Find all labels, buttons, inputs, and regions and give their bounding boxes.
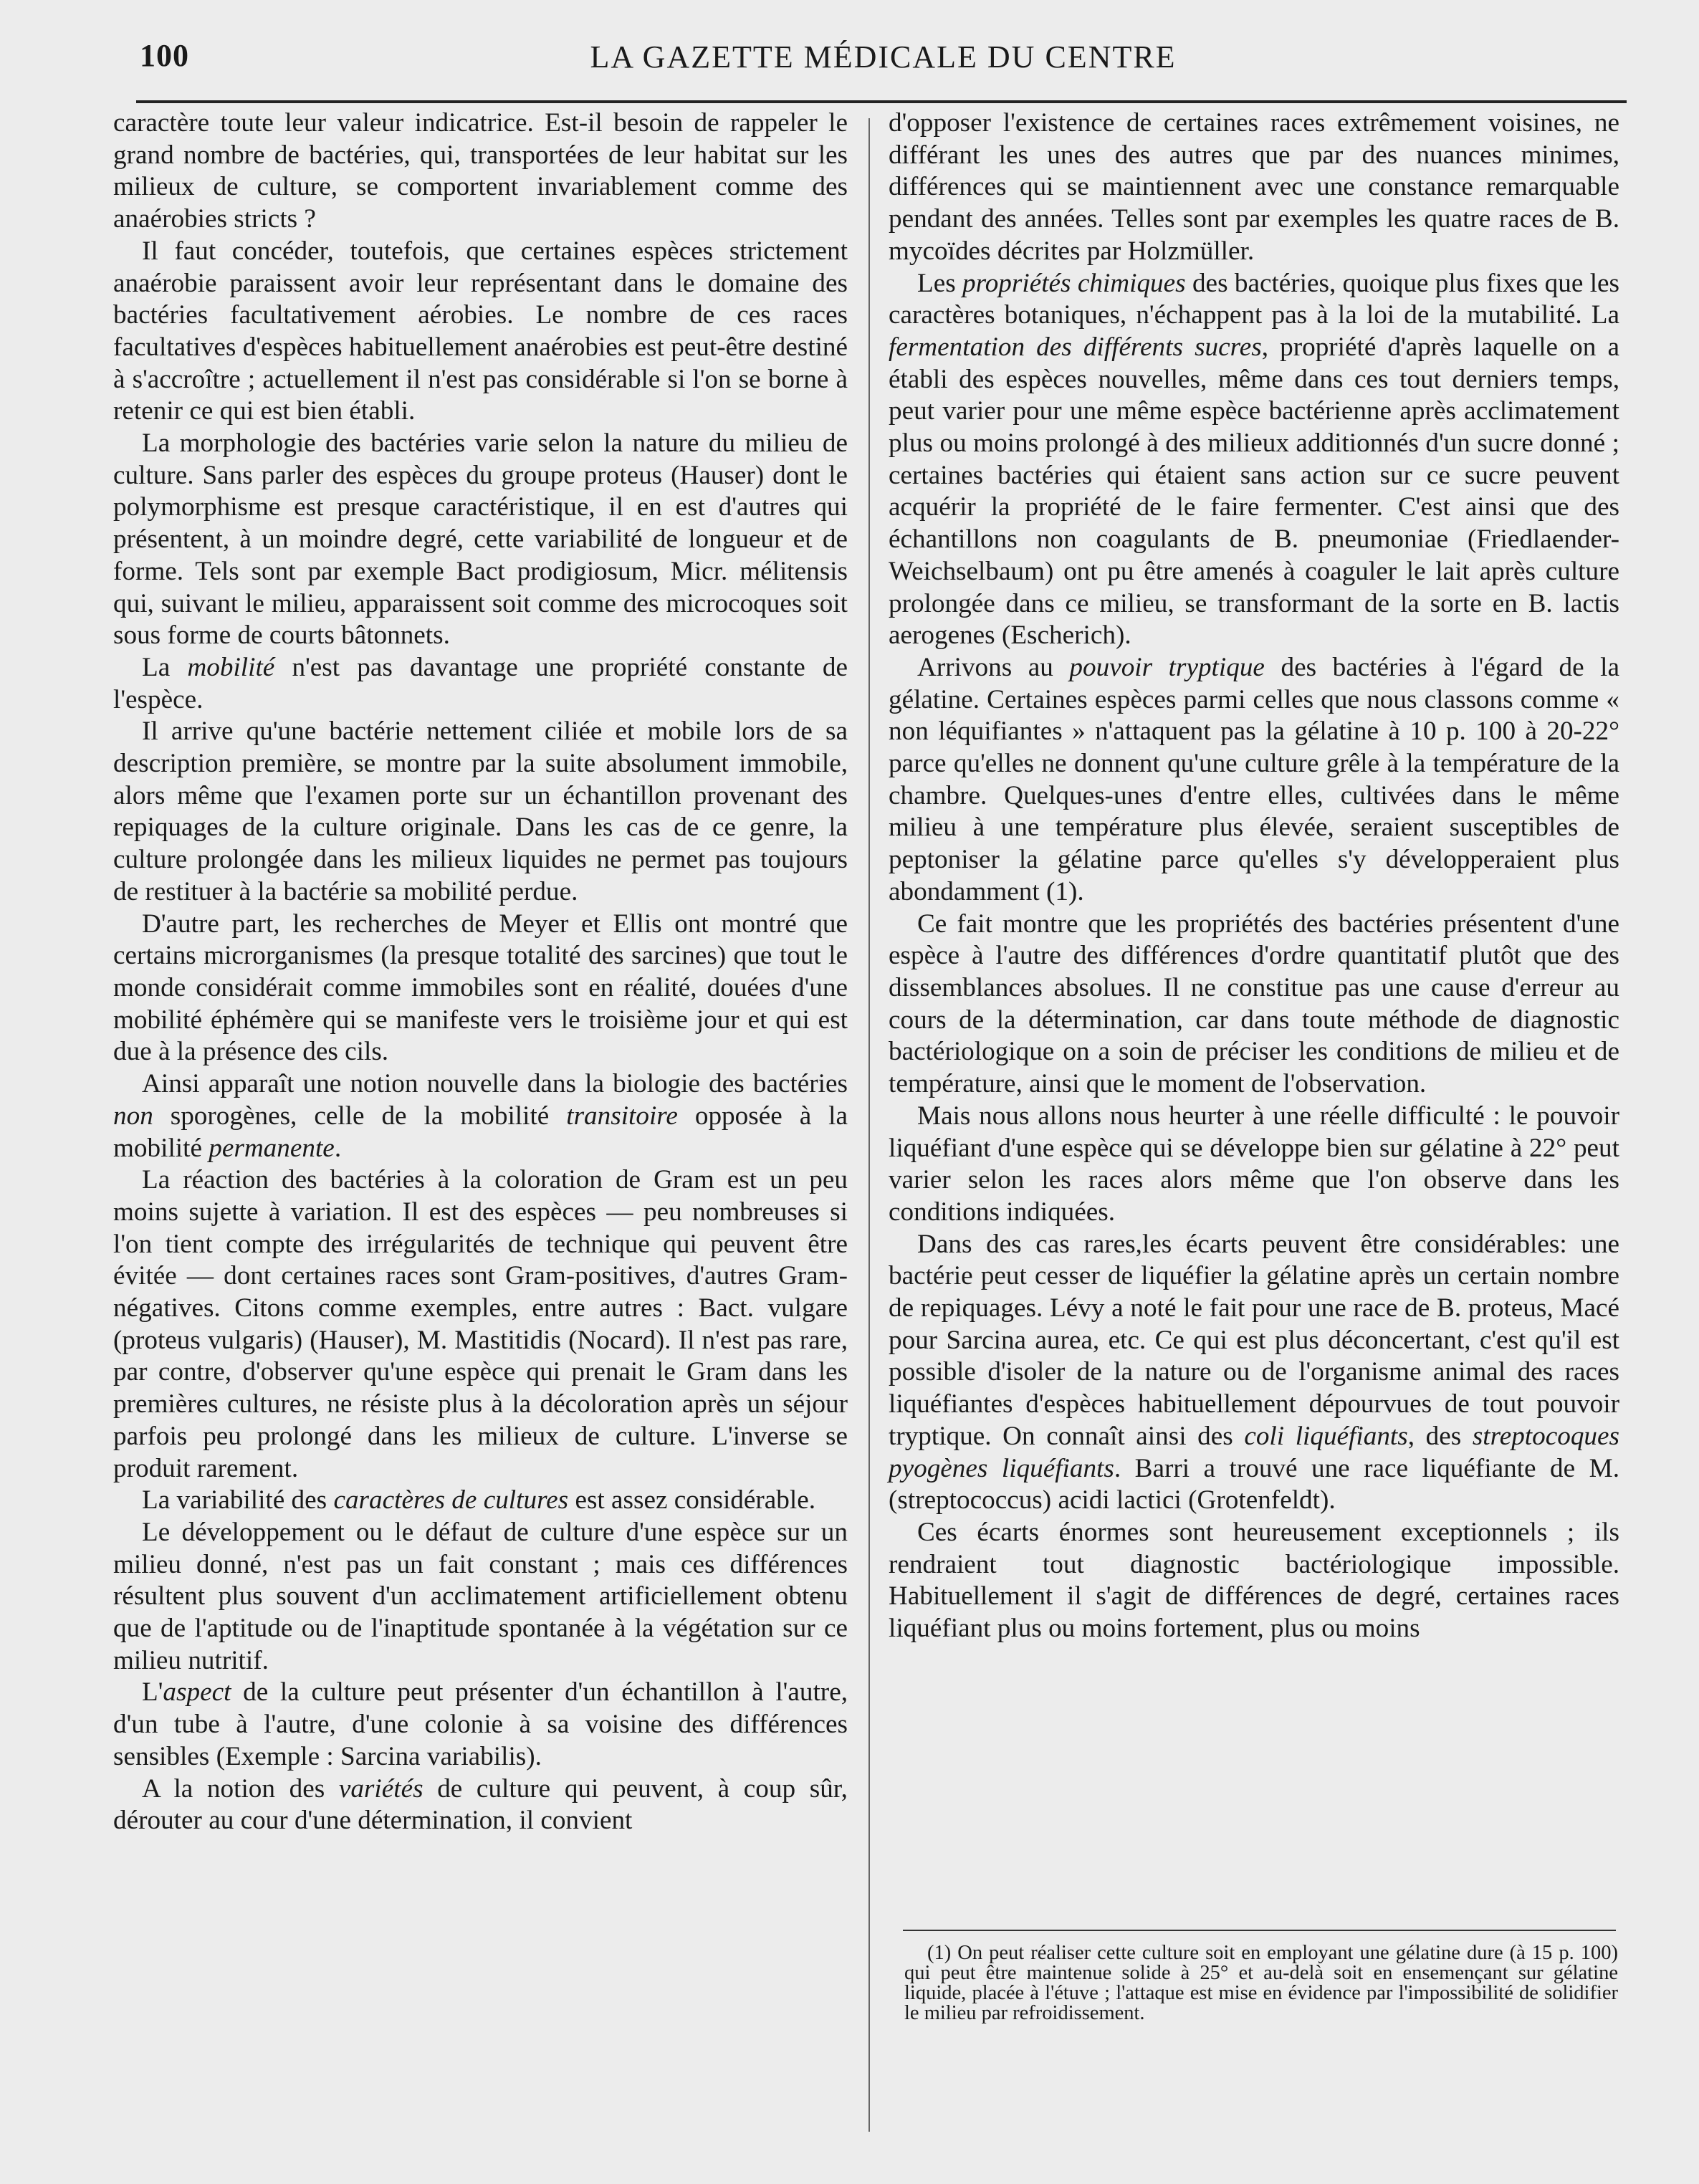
paragraph: Les propriétés chimiques des bactéries, quoique plus fixes que les caractères botaniques, n'échappent pas à la loi de la mutabilité. La fermentation des différents sucres, propriété d'après laquelle on a établi des espèces nouvelles, même dans ces tout derniers temps, peut varier pour une même espèce bactérienne après acclimatement plus ou moins prolongé à des milieux additionnés d'un sucre donné ; certaines bactéries qui étaient sans action sur ce sucre peuvent acquérir la propriété de le faire fermenter. C'est ainsi que des échantillons non coagulants de B. pneumoniae (Friedlaender-Weichselbaum) ont pu être amenés à coaguler le lait après culture prolongée dans ce milieu, se transformant de la sorte en B. lactis aerogenes (Escherich). — [889, 268, 1620, 651]
paragraph: Arrivons au pouvoir tryptique des bactéries à l'égard de la gélatine. Certaines espèces parmi celles que nous classons comme « non léquifiantes » n'attaquent pas la gélatine à 10 p. 100 à 20-22° parce qu'elles ne donnent qu'une culture grêle à la température de la chambre. Quelques-unes d'entre elles, cultivées dans le même milieu à une température plus élevée, seraient susceptibles de peptoniser la gélatine parce qu'elles s'y développeraient plus abondamment (1). — [889, 652, 1619, 906]
right-column — [889, 107, 1619, 1645]
paragraph: Il arrive qu'une bactérie nettement ciliée et mobile lors de sa description première, se montre par la suite absolument immobile, alors même que l'examen porte sur un échantillon provenant des repiquages de la culture originale. Dans les cas de ce genre, la culture prolongée dans les milieux liquides ne permet pas toujours de restituer à la bactérie sa mobilité perdue. — [113, 717, 848, 906]
page-header — [140, 34, 1627, 85]
header-rule — [136, 100, 1627, 103]
paragraph: Le développement ou le défaut de culture d'une espèce sur un milieu donné, n'est pas un fait constant ; mais ces différences résultent plus souvent d'un acclimatement artificiellement obtenu que de l'aptitude ou de l'inaptitude spontanée à la végétation sur ce milieu nutritif. — [113, 1517, 848, 1675]
paragraph: La variabilité des caractères de cultures est assez considérable. — [142, 1485, 816, 1515]
footnote-text: (1) On peut réaliser cette culture soit en employant une gélatine dure (à 15 p. 100) qui peut être maintenue solide à 25° et au-delà soit en ensemençant sur gélatine liquide, placée à l'étuve ; l'attaque est mise en évidence par l'impossibilité de solidifier le milieu par refroidissement. — [904, 1942, 1618, 2024]
page-number: 100 — [140, 38, 189, 73]
paragraph: L'aspect de la culture peut présenter d'un échantillon à l'autre, d'un tube à l'autre, d'une colonie à sa voisine des différences sensibles (Exemple : Sarcina variabilis). — [113, 1677, 848, 1771]
paragraph: La réaction des bactéries à la coloration de Gram est un peu moins sujette à variation. Il est des espèces — peu nombreuses si l'on tient compte des irrégularités de technique qui peuvent être évitée — dont certaines races sont Gram-positives, d'autres Gram-négatives. Citons comme exemples, entre autres : Bact. vulgare (proteus vulgaris) (Hauser), M. Mastitidis (Nocard). Il n'est pas rare, par contre, d'observer qu'une espèce qui prenait le Gram dans les premières cultures, ne résiste plus à la décoloration après un séjour parfois peu prolongé dans les milieux de culture. L'inverse se produit rarement. — [113, 1165, 848, 1483]
paragraph: Ainsi apparaît une notion nouvelle dans la biologie des bactéries non sporogènes, celle de la mobilité transitoire opposée à la mobilité permanente. — [113, 1069, 848, 1163]
footnote-rule — [903, 1930, 1616, 1931]
paragraph: La morphologie des bactéries varie selon la nature du milieu de culture. Sans parler des espèces du groupe proteus (Hauser) dont le polymorphisme est presque caractéristique, il en est d'autres qui présentent, à un moindre degré, cette variabilité de longueur et de forme. Tels sont par exemple Bact prodigiosum, Micr. mélitensis qui, suivant le milieu, apparaissent soit comme des microcoques soit sous forme de courts bâtonnets. — [113, 428, 848, 651]
column-divider — [868, 118, 870, 2132]
paragraph: D'autre part, les recherches de Meyer et Ellis ont montré que certains microrganismes (la presque totalité des sarcines) que tout le monde considérait comme immobiles sont en réalité, douées d'une mobilité éphémère qui se manifeste vers le troisième jour et qui est due à la présence des cils. — [113, 909, 848, 1067]
journal-title: LA GAZETTE MÉDICALE DU CENTRE — [590, 39, 1177, 75]
left-column — [113, 107, 848, 1837]
paragraph: Ce fait montre que les propriétés des bactéries présentent d'une espèce à l'autre des différences d'ordre quantitatif plutôt que des dissemblances absolues. Il ne constitue pas une cause d'erreur au cours de la détermination, car dans toute méthode de diagnostic bactériologique on a soin de préciser les conditions de milieu et de température, ainsi que le moment de l'observation. — [889, 909, 1619, 1099]
paragraph: Ces écarts énormes sont heureusement exceptionnels ; ils rendraient tout diagnostic bactériologique impossible. Habituellement il s'agit de différences de degré, certaines races liquéfiant plus ou moins fortement, plus ou moins — [889, 1517, 1619, 1644]
paragraph: La mobilité n'est pas davantage une propriété constante de l'espèce. — [113, 652, 848, 714]
paragraph: A la notion des variétés de culture qui peuvent, à coup sûr, dérouter au cour d'une détermination, il convient — [113, 1773, 848, 1836]
paragraph: Il faut concéder, toutefois, que certaines espèces strictement anaérobie paraissent avoir leur représentant dans le domaine des bactéries facultativement aérobies. Le nombre de ces races facultatives d'espèces habituellement anaérobies est peut-être destiné à s'accroître ; actuellement il n'est pas considérable si l'on se borne à retenir ce qui est bien établi. — [113, 236, 848, 426]
paragraph: caractère toute leur valeur indicatrice. Est-il besoin de rappeler le grand nombre de bactéries, qui, transportées de leur habitat sur les milieux de culture, se comportent invariablement comme des anaérobies stricts ? — [113, 108, 848, 234]
paragraph: Dans des cas rares,les écarts peuvent être considérables: une bactérie peut cesser de liquéfier la gélatine après un certain nombre de repiquages. Lévy a noté le fait pour une race de B. proteus, Macé pour Sarcina aurea, etc. Ce qui est plus déconcertant, c'est qu'il est possible d'isoler de la nature ou de l'organisme animal des races liquéfiantes d'espèces habituellement dépourvues de tout pouvoir tryptique. On connaît ainsi des coli liquéfiants, des streptocoques pyogènes liquéfiants. Barri a trouvé une race liquéfiante de M. (streptococcus) acidi lactici (Grotenfeldt). — [889, 1229, 1619, 1515]
paragraph: d'opposer l'existence de certaines races extrêmement voisines, ne différant les unes des autres que par des nuances minimes, différences qui se maintiennent avec une constance remarquable pendant des années. Telles sont par exemples les quatre races de B. mycoïdes décrites par Holzmüller. — [889, 108, 1619, 266]
paragraph: Mais nous allons nous heurter à une réelle difficulté : le pouvoir liquéfiant d'une espèce qui se développe bien sur gélatine à 22° peut varier selon les races alors même que l'on observe dans les conditions indiquées. — [889, 1101, 1619, 1227]
footnote — [904, 1943, 1618, 2023]
